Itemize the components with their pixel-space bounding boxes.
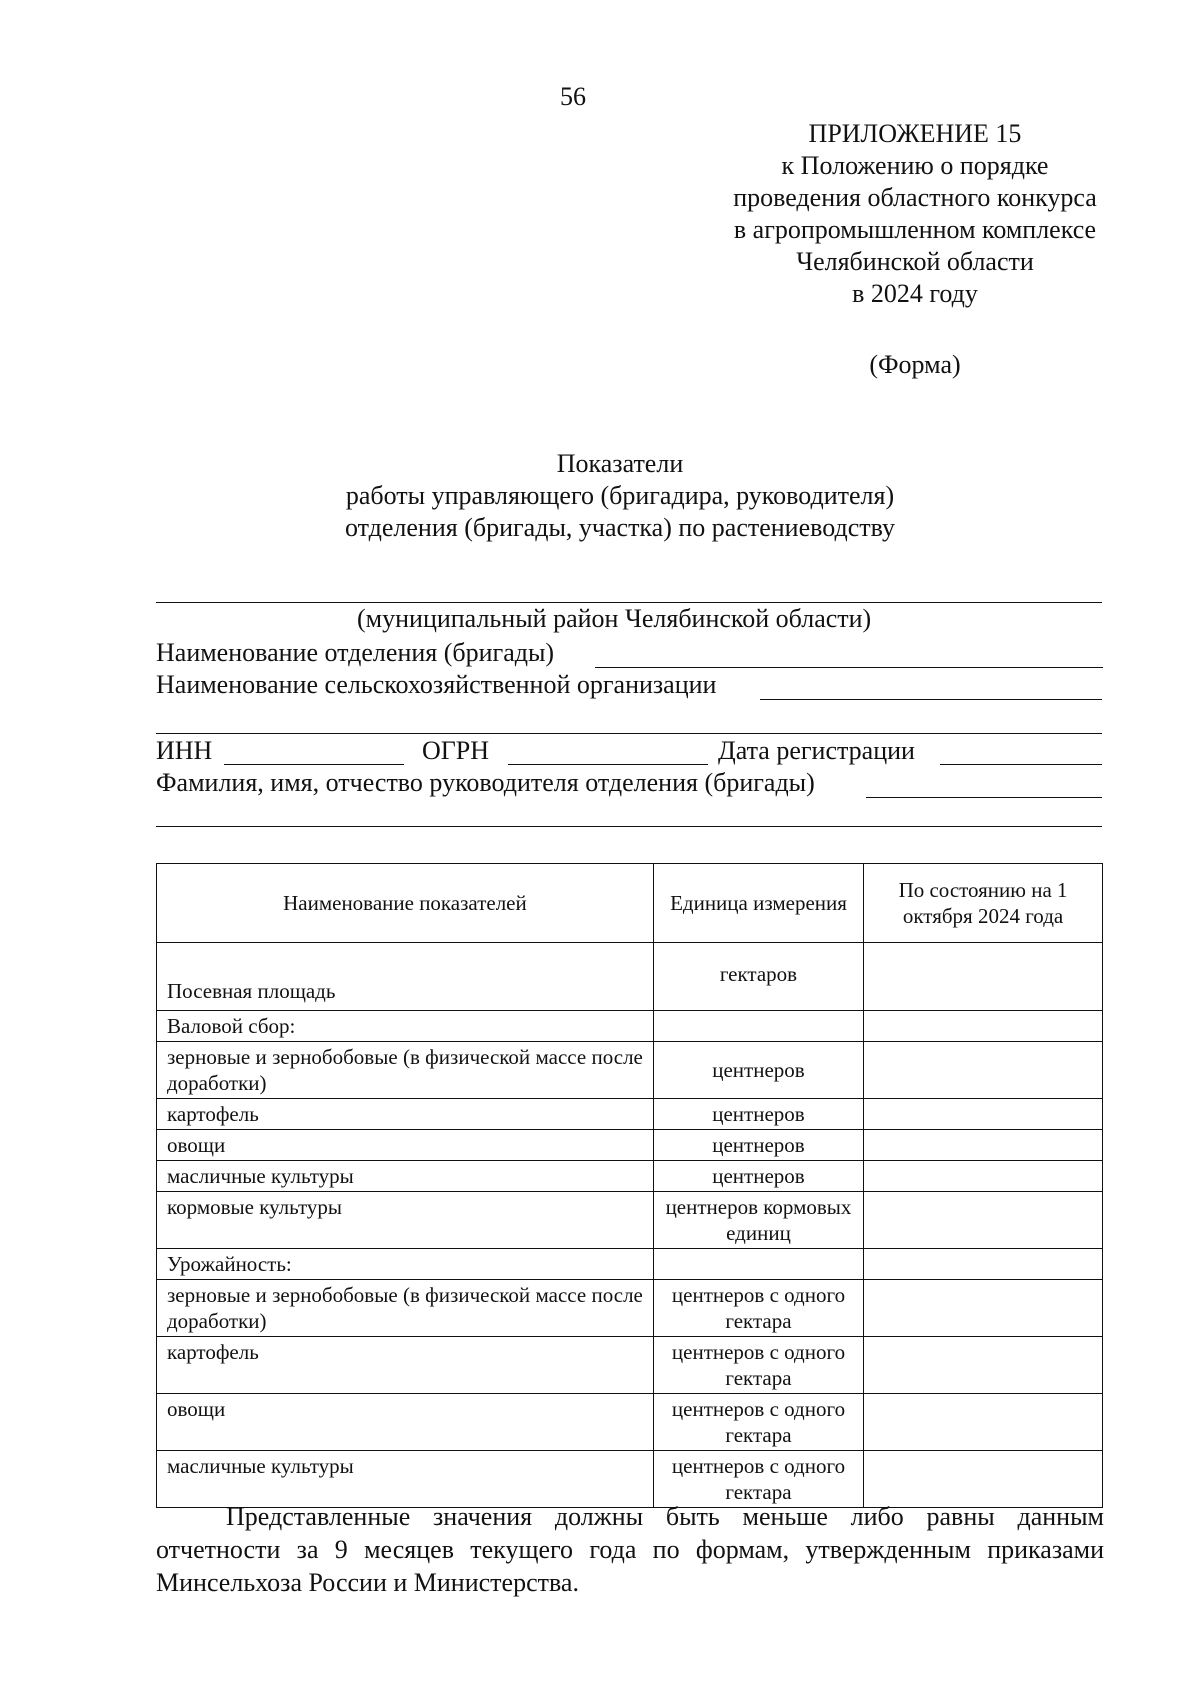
- annex-block: [690, 118, 1140, 310]
- row-name: зерновые и зернобобовые (в физической массе после доработки): [157, 1280, 654, 1337]
- table-row: [157, 1130, 1103, 1161]
- row-value-cell[interactable]: [864, 1099, 1103, 1130]
- reg-date-blank[interactable]: [940, 764, 1102, 765]
- row-unit: центнеров с одного гектара: [653, 1337, 863, 1394]
- row-name: масличные культуры: [157, 1161, 654, 1192]
- table-row: [157, 1337, 1103, 1394]
- org-name-blank-2[interactable]: [156, 733, 1102, 734]
- row-name: овощи: [157, 1130, 654, 1161]
- table-row: [157, 1192, 1103, 1249]
- org-name-blank[interactable]: [760, 699, 1102, 700]
- annex-line: в 2024 году: [852, 279, 978, 308]
- table-row: [157, 1099, 1103, 1130]
- row-value-cell[interactable]: [864, 1011, 1103, 1042]
- row-unit: центнеров: [653, 1099, 863, 1130]
- table-row: [157, 1249, 1103, 1280]
- row-name: кормовые культуры: [157, 1192, 654, 1249]
- annex-line: в агропромышленном комплексе: [733, 215, 1097, 244]
- row-value-cell[interactable]: [864, 1042, 1103, 1099]
- row-name: масличные культуры: [157, 1451, 654, 1508]
- row-unit: [653, 1011, 863, 1042]
- table-row: [157, 1011, 1103, 1042]
- annex-line: Челябинской области: [796, 247, 1034, 276]
- row-unit: центнеров с одного гектара: [653, 1394, 863, 1451]
- indicators-table: [156, 863, 1103, 1508]
- ogrn-blank[interactable]: [508, 764, 708, 765]
- row-name: картофель: [157, 1099, 654, 1130]
- row-unit: центнеров кормовых единиц: [653, 1192, 863, 1249]
- header-name: Наименование показателей: [157, 864, 654, 943]
- table-row: [157, 1451, 1103, 1508]
- table-row: [157, 943, 1103, 1011]
- row-value-cell[interactable]: [864, 1249, 1103, 1280]
- header-unit: Единица измерения: [653, 864, 863, 943]
- title-line: работы управляющего (бригадира, руководителя): [345, 481, 895, 510]
- row-value-cell[interactable]: [864, 1394, 1103, 1451]
- annex-line: проведения областного конкурса: [733, 183, 1097, 212]
- row-value-cell[interactable]: [864, 1161, 1103, 1192]
- row-value-cell[interactable]: [864, 1451, 1103, 1508]
- row-unit: [653, 1249, 863, 1280]
- document-title: [240, 448, 1000, 544]
- row-value-cell[interactable]: [864, 1130, 1103, 1161]
- table-row: [157, 1161, 1103, 1192]
- title-line: Показатели: [556, 449, 684, 478]
- row-unit: гектаров: [653, 943, 863, 1011]
- annex-line: к Положению о порядке: [781, 151, 1049, 180]
- table-row: [157, 1394, 1103, 1451]
- footnote-paragraph: Представленные значения должны быть меньше либо равны данным отчетности за 9 месяцев текущего года по формам, утвержденным приказами Минсельхоза России и Министерства.: [156, 1502, 1104, 1597]
- page-number: 56: [560, 82, 586, 111]
- head-name-blank[interactable]: [866, 797, 1102, 798]
- row-name: Урожайность:: [157, 1249, 654, 1280]
- row-name: зерновые и зернобобовые (в физической массе после доработки): [157, 1042, 654, 1099]
- reg-date-label: Дата регистрации: [718, 736, 915, 765]
- branch-name-blank[interactable]: [595, 667, 1103, 668]
- district-blank-line[interactable]: [156, 602, 1102, 603]
- head-name-blank-2[interactable]: [156, 826, 1102, 827]
- org-name-label: Наименование сельскохозяйственной организации: [156, 670, 717, 699]
- row-name: овощи: [157, 1394, 654, 1451]
- row-unit: центнеров: [653, 1161, 863, 1192]
- head-name-label: Фамилия, имя, отчество руководителя отделения (бригады): [156, 768, 815, 797]
- row-name: Посевная площадь: [157, 943, 654, 1011]
- ogrn-label: ОГРН: [422, 736, 490, 765]
- row-unit: центнеров с одного гектара: [653, 1280, 863, 1337]
- table-header-row: [157, 864, 1103, 943]
- row-unit: центнеров с одного гектара: [653, 1451, 863, 1508]
- form-label: (Форма): [869, 350, 961, 379]
- row-value-cell[interactable]: [864, 943, 1103, 1011]
- annex-title: ПРИЛОЖЕНИЕ 15: [808, 119, 1022, 148]
- inn-blank[interactable]: [224, 764, 404, 765]
- row-value-cell[interactable]: [864, 1280, 1103, 1337]
- district-caption: (муниципальный район Челябинской области): [357, 604, 872, 633]
- row-unit: центнеров: [653, 1130, 863, 1161]
- row-name: картофель: [157, 1337, 654, 1394]
- row-name: Валовой сбор:: [157, 1011, 654, 1042]
- row-value-cell[interactable]: [864, 1337, 1103, 1394]
- title-line: отделения (бригады, участка) по растениеводству: [344, 513, 896, 542]
- branch-name-label: Наименование отделения (бригады): [156, 638, 555, 667]
- inn-label: ИНН: [156, 736, 213, 765]
- table-row: [157, 1042, 1103, 1099]
- row-unit: центнеров: [653, 1042, 863, 1099]
- table-row: [157, 1280, 1103, 1337]
- header-value: По состоянию на 1 октября 2024 года: [864, 864, 1103, 943]
- row-value-cell[interactable]: [864, 1192, 1103, 1249]
